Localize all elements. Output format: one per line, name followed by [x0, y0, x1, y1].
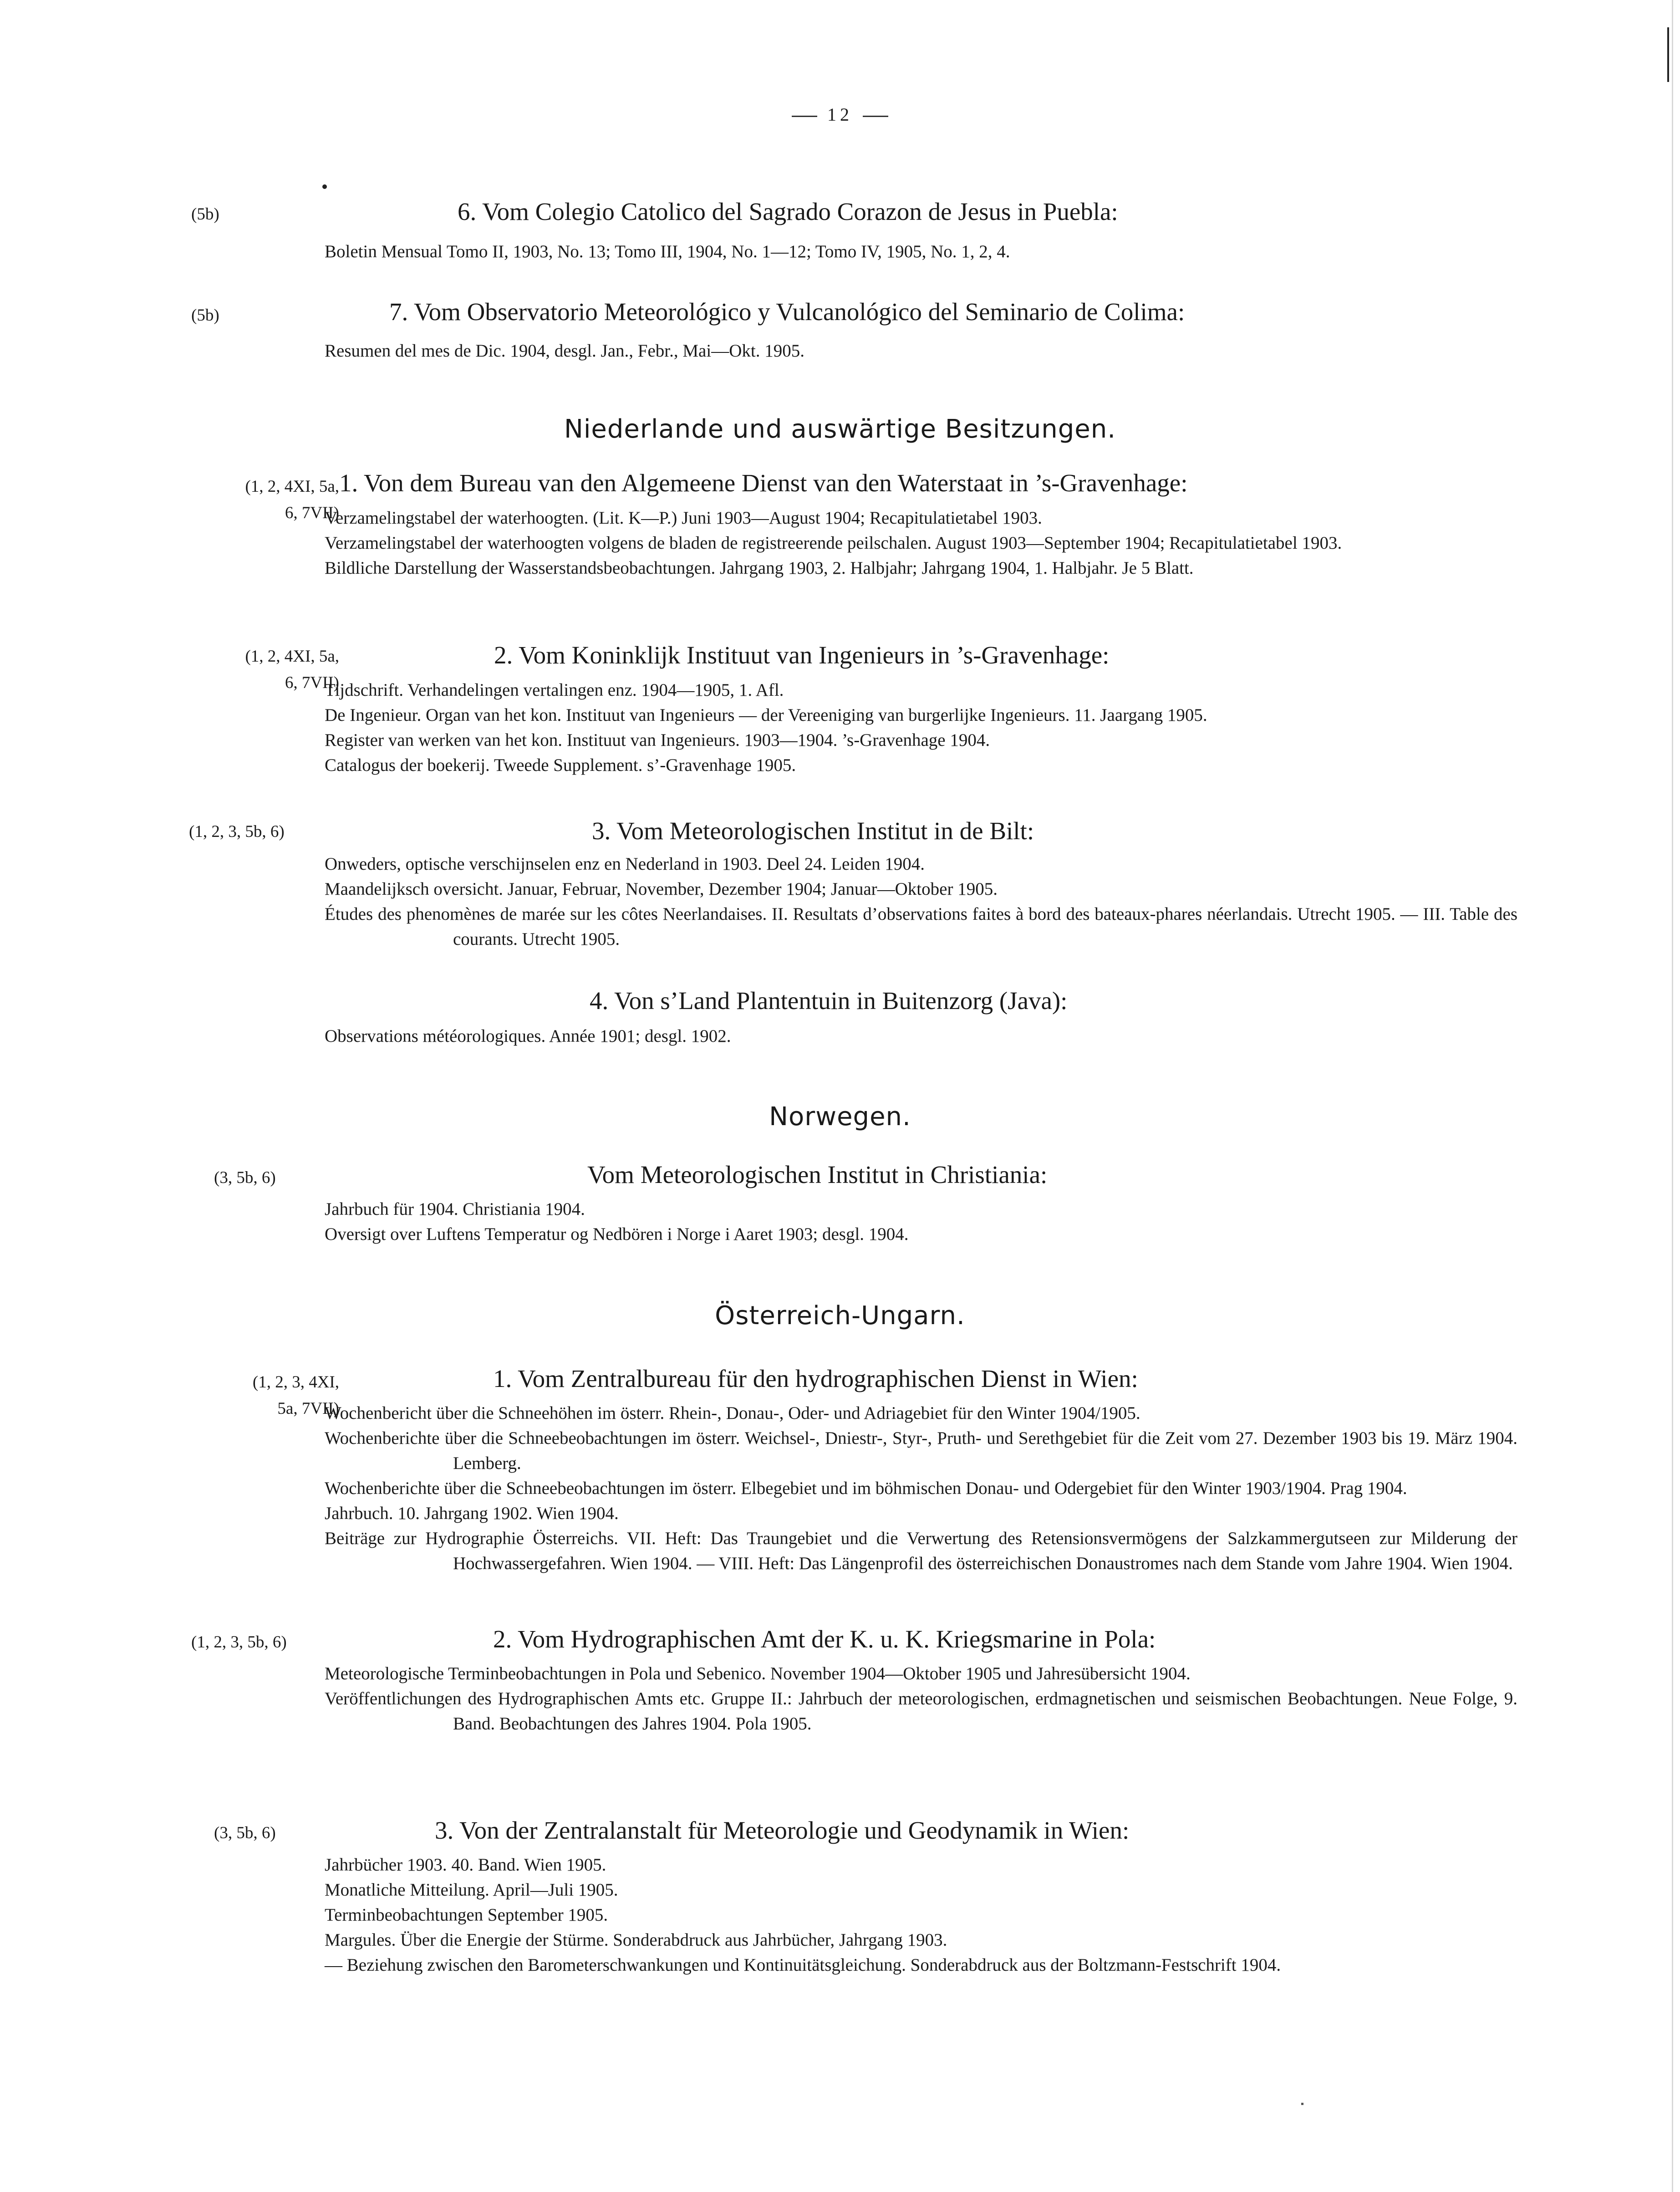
- publication-list: [325, 1024, 1517, 1049]
- publication-entry: Wochenberichte über die Schneebeobachtungen im österr. Weichsel-, Dniestr-, Styr-, Pruth- und Serethgebiet für die Zeit vom 27. Dezember 1903 bis 19. März 1904. Lemberg.: [325, 1428, 1517, 1473]
- publication-entry: Monatliche Mitteilung. April—Juli 1905.: [325, 1880, 618, 1900]
- publication-entry: Observations météorologiques. Année 1901; desgl. 1902.: [325, 1026, 731, 1046]
- publication-entry: Jahrbuch. 10. Jahrgang 1902. Wien 1904.: [325, 1504, 619, 1523]
- publication-entry: Onweders, optische verschijnselen enz en Nederland in 1903. Deel 24. Leiden 1904.: [325, 854, 925, 874]
- subject-codes: (1, 2, 3, 4XI, 5a, 7VII): [252, 1373, 339, 1418]
- publication-entry: Verzamelingstabel der waterhoogten volgens de bladen de registreerende peilschalen. August 1903—September 1904; Recapitulatietabel 1903.: [325, 533, 1342, 553]
- scan-edge-mark: [1672, 0, 1673, 2192]
- institution-heading: 7. Vom Observatorio Meteorológico y Vulcanológico del Seminario de Colima:: [389, 298, 1185, 326]
- publication-entry: De Ingenieur. Organ van het kon. Instituut van Ingenieurs — der Vereeniging van burgerlijke Ingenieurs. 11. Jaargang 1905.: [325, 705, 1207, 725]
- subject-codes: (5b): [191, 306, 219, 325]
- publication-entry: Jahrbücher 1903. 40. Band. Wien 1905.: [325, 1855, 606, 1875]
- institution-heading: 3. Vom Meteorologischen Institut in de Bilt:: [592, 817, 1034, 845]
- subject-codes: (3, 5b, 6): [214, 1168, 276, 1187]
- publication-entry: Beiträge zur Hydrographie Österreichs. VII. Heft: Das Traungebiet und die Verwertung des Retensionsvermögens der Salzkammergutseen zur Milderung der Hochwassergefahren. Wien 1904. — VIII. Heft: Das Längenprofil des österreichischen Donaustromes nach dem Stande vom Jahre 1904. Wien 1904.: [325, 1529, 1517, 1573]
- publication-entry: Tijdschrift. Verhandelingen vertalingen enz. 1904—1905, 1. Afl.: [325, 680, 784, 700]
- institution-heading: 4. Von s’Land Plantentuin in Buitenzorg (Java):: [590, 987, 1068, 1014]
- publication-entry: Bildliche Darstellung der Wasserstandsbeobachtungen. Jahrgang 1903, 2. Halbjahr; Jahrgang 1904, 1. Halbjahr. Je 5 Blatt.: [325, 558, 1194, 578]
- subject-codes: (1, 2, 4XI, 5a, 6, 7VII): [245, 647, 339, 692]
- country-section-title: Norwegen.: [769, 1102, 911, 1132]
- speck-mark: [322, 184, 327, 189]
- publication-list: [325, 1661, 1517, 1736]
- institution-heading: 3. Von der Zentralanstalt für Meteorologie und Geodynamik in Wien:: [435, 1816, 1130, 1844]
- publication-list: [325, 678, 1517, 778]
- publication-entry: — Beziehung zwischen den Barometerschwankungen und Kontinuitätsgleichung. Sonderabdruck aus der Boltzmann-Festschrift 1904.: [325, 1955, 1281, 1975]
- subject-codes: (5b): [191, 205, 219, 224]
- publication-entry: Terminbeobachtungen September 1905.: [325, 1905, 608, 1925]
- scan-edge-mark: [1667, 27, 1669, 82]
- publication-list: [325, 239, 1517, 264]
- publication-entry: Boletin Mensual Tomo II, 1903, No. 13; Tomo III, 1904, No. 1—12; Tomo IV, 1905, No. 1, 2, 4.: [325, 242, 1010, 261]
- publication-list: [325, 1401, 1517, 1576]
- publication-entry: Maandelijksch oversicht. Januar, Februar, November, Dezember 1904; Januar—Oktober 1905.: [325, 879, 998, 899]
- subject-codes: (1, 2, 3, 5b, 6): [191, 1633, 287, 1652]
- publication-entry: Veröffentlichungen des Hydrographischen Amts etc. Gruppe II.: Jahrbuch der meteorologischen, erdmagnetischen und seismischen Beobachtungen. Neue Folge, 9. Band. Beobachtungen des Jahres 1904. Pola 1905.: [325, 1689, 1517, 1733]
- publication-list: [325, 851, 1517, 952]
- publication-entry: Oversigt over Luftens Temperatur og Nedbören i Norge i Aaret 1903; desgl. 1904.: [325, 1224, 909, 1244]
- page-number: [0, 104, 1680, 125]
- publication-list: [325, 1197, 1517, 1247]
- institution-heading: 6. Vom Colegio Catolico del Sagrado Corazon de Jesus in Puebla:: [458, 198, 1118, 225]
- institution-heading: Vom Meteorologischen Institut in Christiania:: [587, 1161, 1048, 1188]
- institution-heading: 1. Vom Zentralbureau für den hydrographischen Dienst in Wien:: [493, 1365, 1138, 1392]
- publication-entry: Catalogus der boekerij. Tweede Supplement. s’-Gravenhage 1905.: [325, 755, 796, 775]
- publication-entry: Meteorologische Terminbeobachtungen in Pola und Sebenico. November 1904—Oktober 1905 und Jahresübersicht 1904.: [325, 1664, 1191, 1683]
- publication-list: [325, 505, 1517, 581]
- publication-list: [325, 1852, 1517, 1978]
- publication-entry: Wochenberichte über die Schneebeobachtungen im österr. Elbegebiet und im böhmischen Donau- und Odergebiet für den Winter 1903/1904. Prag 1904.: [325, 1478, 1407, 1498]
- country-section-title: Österreich-Ungarn.: [715, 1301, 965, 1330]
- publication-entry: Jahrbuch für 1904. Christiania 1904.: [325, 1199, 585, 1219]
- subject-codes: (1, 2, 4XI, 5a, 6, 7VII): [245, 477, 339, 522]
- speck-mark: [1301, 2103, 1303, 2105]
- publication-entry: Études des phenomènes de marée sur les côtes Neerlandaises. II. Resultats d’observations faites à bord des bateaux-phares néerlandais. Utrecht 1905. — III. Table des courants. Utrecht 1905.: [325, 904, 1517, 949]
- institution-heading: 1. Von dem Bureau van den Algemeene Dienst van den Waterstaat in ’s-Gravenhage:: [339, 469, 1188, 497]
- page-number-value: 12: [827, 104, 853, 125]
- institution-heading: 2. Vom Koninklijk Instituut van Ingenieurs in ’s-Gravenhage:: [494, 641, 1110, 669]
- publication-entry: Resumen del mes de Dic. 1904, desgl. Jan., Febr., Mai—Okt. 1905.: [325, 341, 804, 361]
- publication-list: [325, 338, 1517, 363]
- subject-codes: (1, 2, 3, 5b, 6): [189, 822, 285, 841]
- publication-entry: Verzamelingstabel der waterhoogten. (Lit. K—P.) Juni 1903—August 1904; Recapitulatietabel 1903.: [325, 508, 1042, 528]
- subject-codes: (3, 5b, 6): [214, 1824, 276, 1842]
- country-section-title: Niederlande und auswärtige Besitzungen.: [564, 414, 1116, 444]
- institution-heading: 2. Vom Hydrographischen Amt der K. u. K. Kriegsmarine in Pola:: [493, 1625, 1156, 1653]
- publication-entry: Register van werken van het kon. Instituut van Ingenieurs. 1903—1904. ’s-Gravenhage 1904.: [325, 730, 990, 750]
- publication-entry: Margules. Über die Energie der Stürme. Sonderabdruck aus Jahrbücher, Jahrgang 1903.: [325, 1930, 947, 1950]
- publication-entry: Wochenbericht über die Schneehöhen im österr. Rhein-, Donau-, Oder- und Adriagebiet für den Winter 1904/1905.: [325, 1403, 1140, 1423]
